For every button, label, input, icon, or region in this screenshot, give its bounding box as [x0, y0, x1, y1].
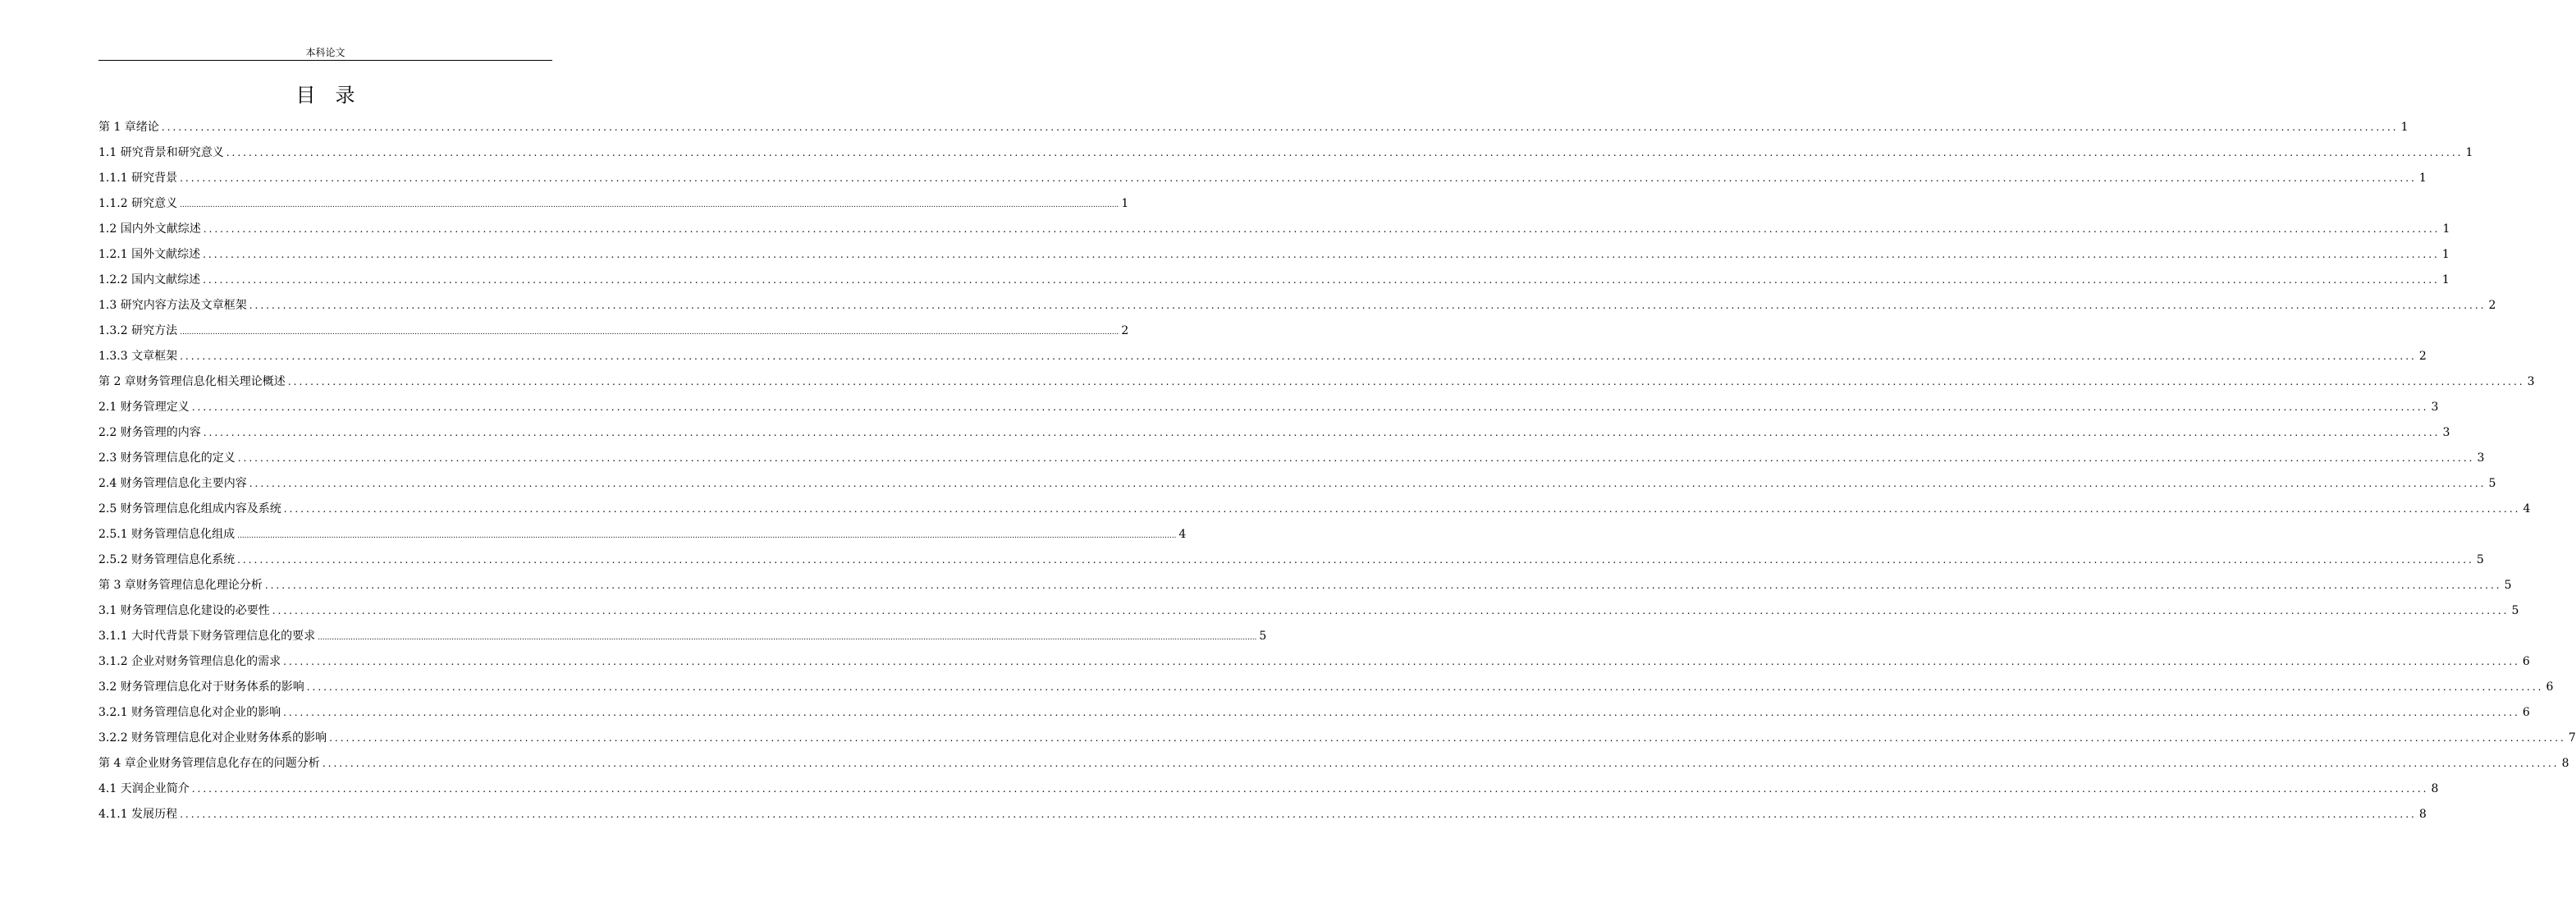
toc-entry[interactable] [98, 522, 1187, 548]
toc-entry-label: 3.1.1 大时代背景下财务管理信息化的要求 [98, 630, 316, 643]
page-header: 本科论文 [305, 47, 345, 58]
toc-leader-dots: ................................................................................................................................................................................................................................................................................................................................................................................................................ [203, 249, 2440, 260]
toc-leader-dots: ................................................................................................................................................................................................................................................................................................................................................................................................................ [226, 147, 2464, 158]
toc-entry-page-number: 5 [2504, 579, 2512, 592]
toc-entry-page-number: 4 [2523, 502, 2531, 515]
toc-entry-label: 1.1 研究背景和研究意义 [98, 146, 224, 159]
toc-leader-dots: ................................................................................................................................................................................................................................................................................................................................................................................................................ [283, 707, 2520, 718]
toc-leader-dots: ................................................................................................................................................................................................................................................................................................................................................................................................................ [287, 376, 2525, 387]
toc-title: 目录 [295, 84, 375, 107]
toc-leader-dots: ................................................................................................................................................................................................................................................................................................................................................................................................................ [329, 732, 2566, 744]
toc-leader-dots: ................................................................................................................................................................................................................................................................................................................................................................................................................ [180, 172, 2417, 184]
toc-entry[interactable] [98, 649, 2530, 675]
toc-entry[interactable] [98, 598, 2519, 624]
toc-entry-label: 1.3 研究内容方法及文章框架 [98, 299, 247, 312]
toc-entry[interactable] [98, 497, 2531, 522]
toc-entry-label: 第 3 章财务管理信息化理论分析 [98, 579, 263, 592]
toc-entry-label: 1.3.2 研究方法 [98, 324, 178, 337]
toc-entry-label: 4.1 天润企业简介 [98, 782, 190, 795]
toc-leader-dots: ................................................................................................................................................................................................................................................................................................................................................................................................................ [203, 427, 2441, 438]
toc-entry[interactable] [98, 420, 2450, 446]
toc-leader-dots: ................................................................................................................................................................................................................................................................................................................................................................................................................ [249, 478, 2487, 489]
toc-entry-page-number: 8 [2418, 808, 2427, 821]
toc-entry-page-number: 3 [2527, 375, 2535, 388]
toc-entry-page-number: 2 [1121, 324, 1129, 337]
toc-entry-label: 2.2 财务管理的内容 [98, 426, 201, 439]
toc-leader-dots: ................................................................................................................................................................................................................................................................................................................................................................................................................ [180, 809, 2417, 820]
toc-entry-label: 4.1.1 发展历程 [98, 808, 178, 821]
toc-entry-page-number: 1 [2465, 146, 2473, 159]
toc-entry[interactable] [98, 293, 2496, 318]
toc-entry-label: 1.3.3 文章框架 [98, 350, 178, 363]
toc-entry[interactable] [98, 675, 2554, 700]
toc-entry-page-number: 4 [1178, 528, 1187, 541]
toc-entry-label: 2.5.2 财务管理信息化系统 [98, 553, 236, 566]
toc-entry-label: 3.1 财务管理信息化建设的必要性 [98, 604, 270, 617]
toc-entry-page-number: 3 [2431, 401, 2439, 414]
toc-entry-page-number: 5 [1259, 630, 1267, 643]
header-divider [98, 60, 552, 61]
toc-entry[interactable] [98, 726, 2576, 751]
toc-entry-page-number: 2 [2488, 299, 2496, 312]
toc-entry-page-number: 6 [2546, 680, 2554, 694]
toc-entry-page-number: 6 [2522, 655, 2530, 668]
toc-leader-dots: ................................................................................................................................................................................................................................................................................................................................................................................................................ [161, 121, 2399, 133]
toc-entry-label: 2.5 财务管理信息化组成内容及系统 [98, 502, 281, 515]
toc-entry-page-number: 8 [2561, 757, 2569, 770]
toc-leader-dots: ................................................................................................................................................................................................................................................................................................................................................................................................................ [237, 532, 1177, 540]
toc-entry[interactable] [98, 751, 2569, 777]
toc-leader-dots: ................................................................................................................................................................................................................................................................................................................................................................................................................ [318, 634, 1257, 642]
toc-entry-page-number: 1 [2418, 172, 2427, 185]
toc-entry-page-number: 1 [2441, 273, 2450, 286]
toc-leader-dots: ................................................................................................................................................................................................................................................................................................................................................................................................................ [306, 681, 2544, 693]
table-of-contents [98, 115, 2576, 827]
toc-leader-dots: ................................................................................................................................................................................................................................................................................................................................................................................................................ [237, 452, 2475, 464]
toc-leader-dots: ................................................................................................................................................................................................................................................................................................................................................................................................................ [203, 223, 2441, 235]
toc-entry-label: 2.1 财务管理定义 [98, 401, 190, 414]
toc-entry[interactable] [98, 115, 2409, 140]
toc-entry[interactable] [98, 166, 2427, 191]
toc-leader-dots: ................................................................................................................................................................................................................................................................................................................................................................................................................ [203, 274, 2440, 286]
toc-leader-dots: ................................................................................................................................................................................................................................................................................................................................................................................................................ [249, 300, 2487, 311]
toc-entry[interactable] [98, 548, 2484, 573]
toc-entry[interactable] [98, 344, 2427, 369]
toc-entry-page-number: 3 [2442, 426, 2450, 439]
toc-entry[interactable] [98, 471, 2496, 497]
toc-leader-dots: ................................................................................................................................................................................................................................................................................................................................................................................................................ [322, 758, 2560, 769]
toc-leader-dots: ................................................................................................................................................................................................................................................................................................................................................................................................................ [264, 580, 2502, 591]
toc-entry-label: 1.2.2 国内文献综述 [98, 273, 201, 286]
toc-entry[interactable] [98, 624, 1267, 649]
toc-entry[interactable] [98, 191, 1129, 217]
toc-entry-page-number: 7 [2568, 731, 2576, 745]
toc-entry-label: 1.1.1 研究背景 [98, 172, 178, 185]
toc-leader-dots: ................................................................................................................................................................................................................................................................................................................................................................................................................ [237, 554, 2474, 566]
toc-entry-label: 1.2 国内外文献综述 [98, 222, 201, 236]
toc-entry[interactable] [98, 217, 2450, 242]
toc-entry[interactable] [98, 369, 2535, 395]
toc-entry-page-number: 5 [2488, 477, 2496, 490]
toc-entry-page-number: 1 [1121, 197, 1129, 210]
toc-leader-dots: ................................................................................................................................................................................................................................................................................................................................................................................................................ [283, 656, 2520, 667]
toc-entry[interactable] [98, 446, 2485, 471]
toc-entry-label: 第 2 章财务管理信息化相关理论概述 [98, 375, 286, 388]
toc-entry-label: 第 4 章企业财务管理信息化存在的问题分析 [98, 757, 320, 770]
toc-entry[interactable] [98, 802, 2427, 827]
toc-entry-label: 第 1 章绪论 [98, 121, 159, 134]
toc-entry-label: 1.1.2 研究意义 [98, 197, 178, 210]
toc-entry-label: 1.2.1 国外文献综述 [98, 248, 201, 261]
toc-leader-dots: ................................................................................................................................................................................................................................................................................................................................................................................................................ [180, 328, 1119, 337]
toc-entry-label: 3.2.1 财务管理信息化对企业的影响 [98, 706, 281, 719]
toc-leader-dots: ................................................................................................................................................................................................................................................................................................................................................................................................................ [180, 351, 2417, 362]
toc-leader-dots: ................................................................................................................................................................................................................................................................................................................................................................................................................ [191, 783, 2429, 795]
toc-entry[interactable] [98, 140, 2473, 166]
toc-entry[interactable] [98, 395, 2439, 420]
toc-entry[interactable] [98, 777, 2439, 802]
toc-leader-dots: ................................................................................................................................................................................................................................................................................................................................................................................................................ [191, 401, 2429, 413]
toc-entry-label: 3.2 财务管理信息化对于财务体系的影响 [98, 680, 304, 694]
toc-entry-label: 2.4 财务管理信息化主要内容 [98, 477, 247, 490]
toc-entry-page-number: 2 [2418, 350, 2427, 363]
toc-entry-label: 2.3 财务管理信息化的定义 [98, 451, 236, 465]
toc-leader-dots: ................................................................................................................................................................................................................................................................................................................................................................................................................ [283, 503, 2521, 515]
toc-leader-dots: ................................................................................................................................................................................................................................................................................................................................................................................................................ [180, 201, 1119, 209]
toc-leader-dots: ................................................................................................................................................................................................................................................................................................................................................................................................................ [272, 605, 2510, 616]
toc-entry-page-number: 3 [2477, 451, 2485, 465]
toc-entry-page-number: 8 [2431, 782, 2439, 795]
toc-entry-label: 3.2.2 财务管理信息化对企业财务体系的影响 [98, 731, 327, 745]
toc-entry-page-number: 5 [2511, 604, 2519, 617]
toc-entry[interactable] [98, 318, 1129, 344]
toc-entry-page-number: 1 [2442, 222, 2450, 236]
toc-entry[interactable] [98, 242, 2450, 268]
toc-entry[interactable] [98, 700, 2530, 726]
toc-entry[interactable] [98, 573, 2512, 598]
toc-entry[interactable] [98, 268, 2450, 293]
toc-entry-page-number: 1 [2441, 248, 2450, 261]
toc-entry-label: 2.5.1 财务管理信息化组成 [98, 528, 236, 541]
toc-entry-page-number: 5 [2476, 553, 2484, 566]
toc-entry-page-number: 6 [2522, 706, 2530, 719]
toc-entry-page-number: 1 [2400, 121, 2409, 134]
toc-entry-label: 3.1.2 企业对财务管理信息化的需求 [98, 655, 281, 668]
